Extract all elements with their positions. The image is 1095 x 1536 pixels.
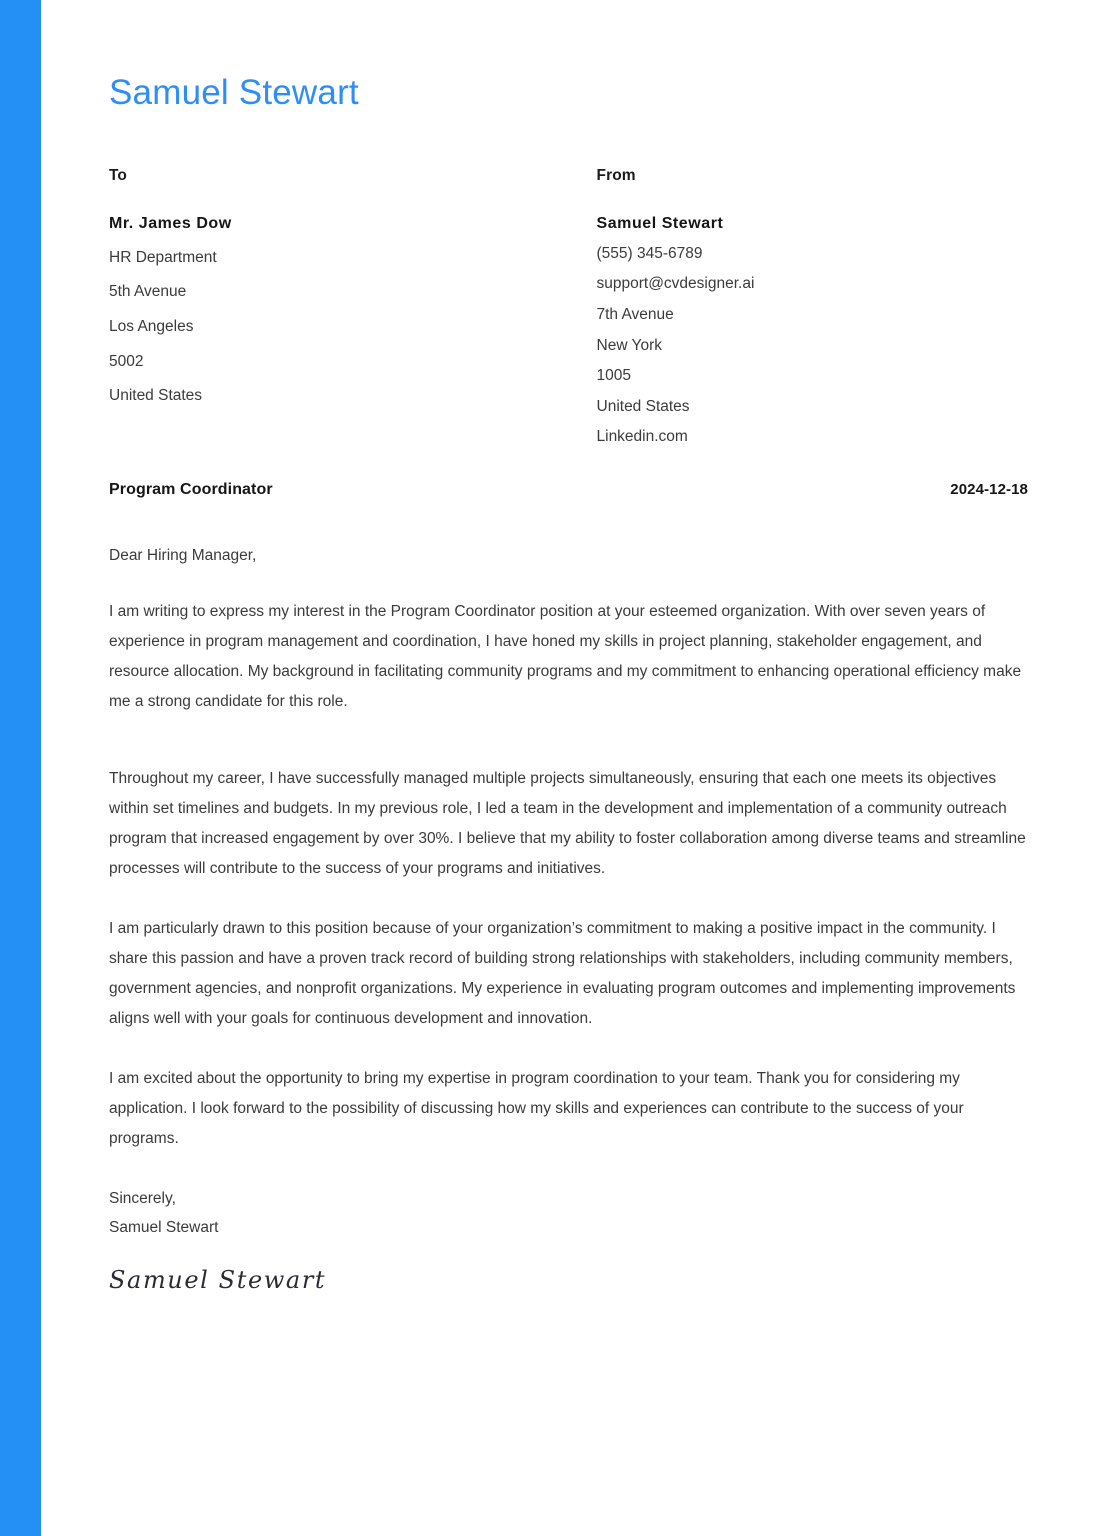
letter-paragraph: I am writing to express my interest in the Program Coordinator position at your esteemed organization. With over seven years of experience in program management and coordination, I have honed my skills in project planning, stakeholder engagement, and resource allocation. My background in facilitating community programs and my commitment to enhancing operational efficiency make me a strong candidate for this role.: [109, 602, 1022, 710]
closing-block: [109, 1184, 1028, 1242]
signature-script: Samuel Stewart: [109, 1265, 327, 1294]
recipient-address-line: 5002: [109, 352, 144, 370]
recipient-address-line: HR Department: [109, 248, 217, 266]
subject-row: [109, 481, 1028, 499]
letter-date: 2024-12-18: [950, 480, 1028, 498]
recipient-address-lines: [109, 249, 569, 406]
letter-paragraph: I am excited about the opportunity to bring my expertise in program coordination to your team. Thank you for considering my application. I look forward to the possibility of discussing how my skills and experiences can contribute to the success of your programs.: [109, 1069, 964, 1147]
sender-block: [569, 167, 1029, 459]
sender-name: Samuel Stewart: [596, 214, 724, 232]
letter-body: [109, 597, 1028, 1154]
page-title: Samuel Stewart: [109, 73, 359, 112]
accent-sidebar-bar: [0, 0, 41, 1536]
closing-word: Sincerely,: [109, 1189, 176, 1207]
address-block: [109, 167, 1028, 459]
sender-email: support@cvdesigner.ai: [596, 275, 755, 293]
recipient-name: Mr. James Dow: [109, 214, 232, 232]
sender-address-line: 1005: [596, 367, 631, 385]
recipient-address-line: United States: [109, 387, 203, 405]
sender-address-line: New York: [596, 336, 662, 354]
letter-content: [109, 0, 1028, 1294]
recipient-address-line: Los Angeles: [109, 317, 194, 335]
letter-paragraph: I am particularly drawn to this position because of your organization’s commitment to making a positive impact in the community. I share this passion and have a proven track record of building strong relationships with stakeholders, including community members, government agencies, and nonprofit organizations. My experience in evaluating program outcomes and implementing improvements aligns well with your goals for continuous development and innovation.: [109, 919, 1016, 1027]
letter-paragraph: Throughout my career, I have successfully managed multiple projects simultaneously, ensuring that each one meets its objectives within set timelines and budgets. In my previous role, I led a team in the development and implementation of a community outreach program that increased engagement by over 30%. I believe that my ability to foster collaboration among diverse teams and streamline processes will contribute to the success of your programs and initiatives.: [109, 769, 1026, 877]
salutation: Dear Hiring Manager,: [109, 546, 257, 564]
sender-phone: (555) 345-6789: [596, 244, 703, 262]
sender-website: Linkedin.com: [596, 428, 688, 446]
sender-address-line: United States: [596, 397, 690, 415]
sender-address-line: 7th Avenue: [596, 305, 674, 323]
recipient-block: [109, 167, 569, 459]
recipient-address-line: 5th Avenue: [109, 283, 187, 301]
recipient-heading: To: [109, 167, 127, 184]
closing-name: Samuel Stewart: [109, 1218, 219, 1236]
sender-contact-lines: [597, 245, 1029, 447]
job-title: Program Coordinator: [109, 480, 273, 498]
sender-heading: From: [596, 167, 636, 184]
